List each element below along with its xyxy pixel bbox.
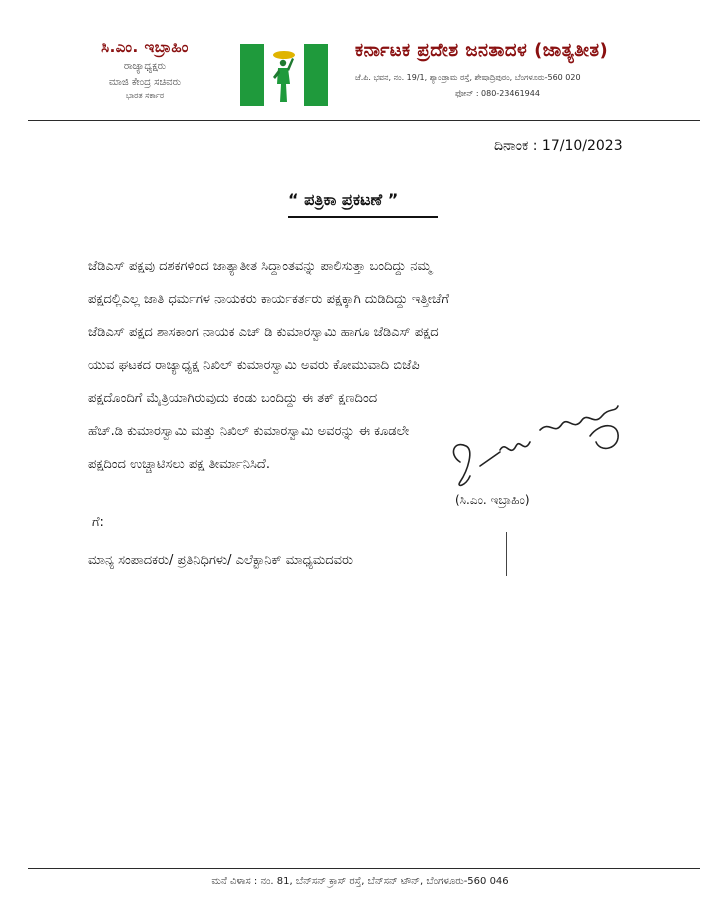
body-line: ಪಕ್ಷದಲ್ಲಿಎಲ್ಲ ಜಾತಿ ಧರ್ಮಗಳ ನಾಯಕರು ಕಾರ್ಯಕರ್ತರು ಪಕ್ಷಕ್ಕಾಗಿ ದುಡಿದಿದ್ದು ಇತ್ತೀಚೆಗೆ: [88, 292, 449, 307]
date-separator: :: [532, 138, 542, 154]
to-label: ಗೆ:: [92, 515, 104, 530]
body-line: ಯುವ ಘಟಕದ ರಾಜ್ಯಾಧ್ಯಕ್ಷ ನಿಖಿಲ್ ಕುಮಾರಸ್ವಾಮಿ ಅವರು ಕೋಮುವಾದಿ ಬಿಜೆಪಿ: [88, 358, 420, 373]
party-flag-logo: [240, 44, 328, 106]
party-address: ಜೆ.ಪಿ. ಭವನ, ನಂ. 19/1, ಶ್ಯಾಂಡ್ರಾಮ ರಸ್ತೆ, ಶೇಷಾದ್ರಿಪುರಂ, ಬೆಂಗಳೂರು-560 020: [355, 73, 581, 82]
sender-block: [70, 38, 220, 101]
party-phone: ಫೋನ್ : 080-23461944: [455, 89, 540, 98]
margin-mark: [506, 532, 507, 576]
signature-caption: (ಸಿ.ಎಂ. ಇಬ್ರಾಹಿಂ): [455, 493, 530, 507]
header-divider: [28, 120, 700, 121]
body-line: ಜೆಡಿಎಸ್ ಪಕ್ಷವು ದಶಕಗಳಿಂದ ಜಾತ್ಯಾತೀತ ಸಿದ್ದಾಂತವನ್ನು ಪಾಲಿಸುತ್ತಾ ಬಂದಿದ್ದು ನಮ್ಮ: [88, 259, 432, 274]
footer-address: ಮನೆ ವಿಳಾಸ : ನಂ. 81, ಬೆನ್‌ಸನ್ ಕ್ರಾಸ್ ರಸ್ತೆ, ಬೆನ್‌ಸನ್ ಟೌನ್, ಬೆಂಗಳೂರು-560 046: [211, 876, 509, 887]
party-name: ಕರ್ನಾಟಕ ಪ್ರದೇಶ ಜನತಾದಳ (ಜಾತ್ಯತೀತ): [355, 40, 609, 61]
date-line: [494, 138, 623, 154]
body-line: ಪಕ್ಷದಿಂದ ಉಚ್ಚಾಟಿಸಲು ಪಕ್ಷ ತೀರ್ಮಾನಿಸಿದೆ.: [88, 457, 270, 472]
sender-govt: ಭಾರತ ಸರ್ಕಾರ: [125, 91, 165, 100]
sender-role: ರಾಜ್ಯಾಧ್ಯಕ್ಷರು: [123, 61, 167, 72]
footer-divider: [28, 868, 700, 869]
sender-name: ಸಿ.ಎಂ. ಇಬ್ರಾಹಿಂ: [101, 38, 189, 56]
body-line: ಪಕ್ಷದೊಂದಿಗೆ ಮೈತ್ರಿಯಾಗಿರುವುದು ಕಂಡು ಬಂದಿದ್ದು ಈ ತಕ್ ಕ್ಷಣದಿಂದ: [88, 391, 378, 406]
sender-former-title: ಮಾಜಿ ಕೇಂದ್ರ ಸಚಿವರು: [108, 77, 182, 88]
recipients-line: ಮಾನ್ಯ ಸಂಪಾದಕರು/ ಪ್ರತಿನಿಧಿಗಳು/ ಎಲೆಕ್ಟಾನಿಕ್ ಮಾಧ್ಯಮದವರು: [88, 553, 353, 568]
title-underline: [288, 216, 438, 218]
date-value: 17/10/2023: [541, 138, 623, 154]
body-line: ಜೆಡಿಎಸ್ ಪಕ್ಷದ ಶಾಸಕಾಂಗ ನಾಯಕ ಎಚ್ ಡಿ ಕುಮಾರಸ್ವಾಮಿ ಹಾಗೂ ಜೆಡಿಎಸ್ ಪಕ್ಷದ: [88, 325, 439, 340]
handwritten-signature: [440, 392, 640, 502]
body-line: ಹೆಚ್.ಡಿ ಕುಮಾರಸ್ವಾಮಿ ಮತ್ತು ನಿಖಿಲ್ ಕುಮಾರಸ್ವಾಮಿ ಅವರನ್ನು ಈ ಕೂಡಲೇ: [88, 424, 410, 439]
party-letterhead: [355, 40, 675, 99]
page-title: “ ಪತ್ರಿಕಾ ಪ್ರಕಟಣೆ ”: [288, 190, 399, 209]
title-block: [288, 190, 438, 218]
date-label: ದಿನಾಂಕ: [494, 138, 529, 154]
